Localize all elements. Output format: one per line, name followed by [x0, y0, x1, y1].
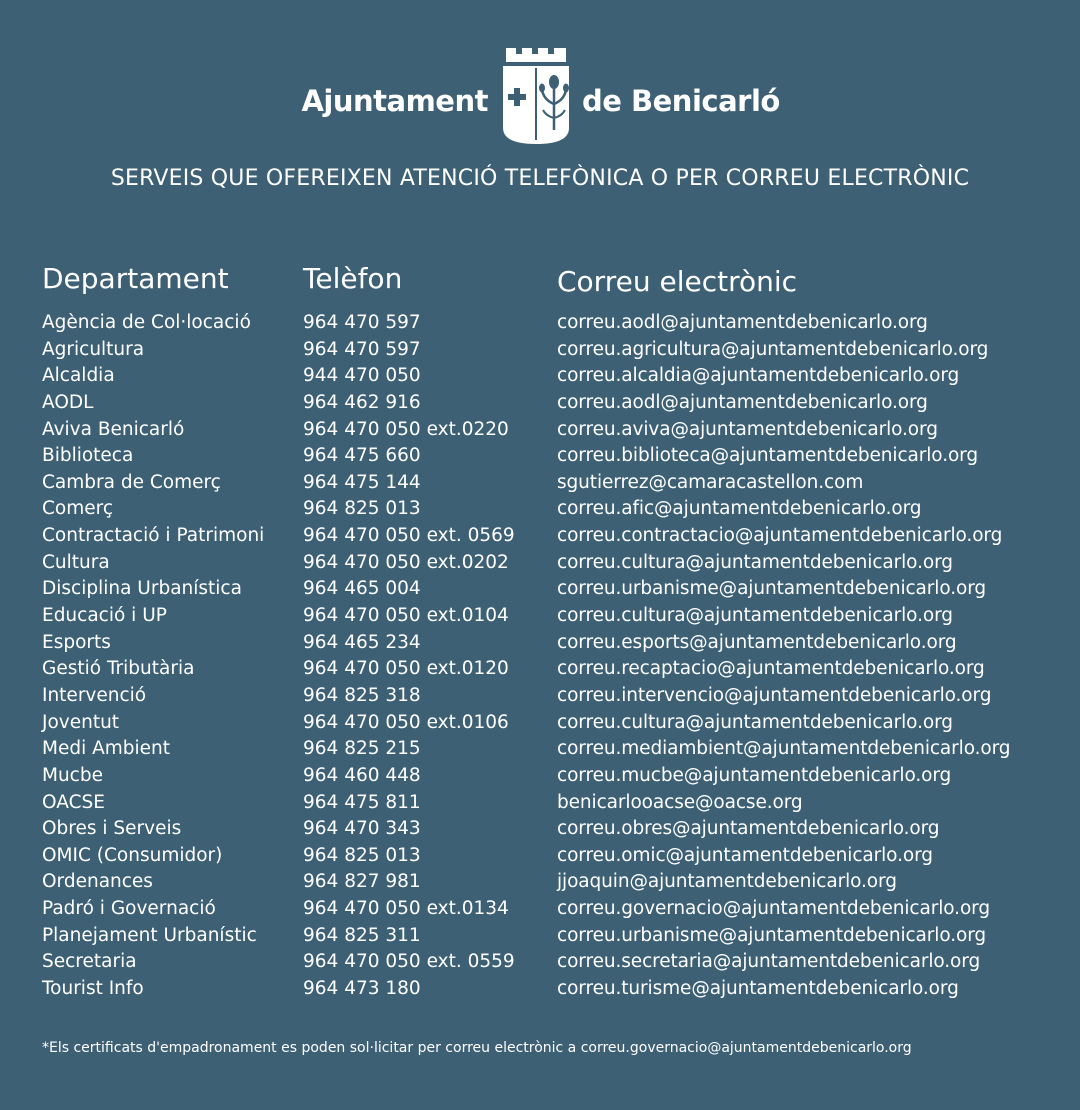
- email-address[interactable]: sgutierrez@camaracastellon.com: [557, 471, 864, 493]
- phone-number: 964 470 343: [303, 818, 421, 840]
- phone-number: 964 470 050 ext.0106: [303, 711, 509, 733]
- department-name: Tourist Info: [42, 978, 144, 1000]
- table-row: [0, 923, 1080, 950]
- email-address[interactable]: correu.recaptacio@ajuntamentdebenicarlo.org: [557, 658, 985, 680]
- department-name: Mucbe: [42, 764, 103, 786]
- table-row: [0, 603, 1080, 630]
- table-row: [0, 337, 1080, 364]
- email-address[interactable]: correu.cultura@ajuntamentdebenicarlo.org: [557, 551, 953, 573]
- department-name: Joventut: [42, 711, 120, 733]
- table-row: [0, 976, 1080, 1003]
- department-name: Obres i Serveis: [42, 818, 182, 840]
- phone-number: 964 825 318: [303, 684, 421, 706]
- page-subtitle: SERVEIS QUE OFEREIXEN ATENCIÓ TELEFÒNICA O PER CORREU ELECTRÒNIC: [110, 166, 970, 191]
- footnote: *Els certificats d'empadronament es poden sol·licitar per correu electrònic a correu.governacio@ajuntamentdebenicarlo.org: [42, 1040, 912, 1056]
- phone-number: 964 470 050 ext. 0559: [303, 951, 515, 973]
- email-address[interactable]: correu.aodl@ajuntamentdebenicarlo.org: [557, 391, 928, 413]
- brand-name-right: de Benicarló: [582, 84, 780, 118]
- email-address[interactable]: correu.esports@ajuntamentdebenicarlo.org: [557, 631, 957, 653]
- table-row: [0, 896, 1080, 923]
- email-address[interactable]: correu.turisme@ajuntamentdebenicarlo.org: [557, 978, 959, 1000]
- department-name: Secretaria: [42, 951, 137, 973]
- table-row: [0, 763, 1080, 790]
- email-address[interactable]: correu.agricultura@ajuntamentdebenicarlo.org: [557, 338, 989, 360]
- email-address[interactable]: correu.afic@ajuntamentdebenicarlo.org: [557, 498, 922, 520]
- column-header-department: Departament: [42, 262, 229, 295]
- phone-number: 964 470 597: [303, 338, 421, 360]
- phone-number: 964 470 050 ext.0104: [303, 605, 509, 627]
- email-address[interactable]: correu.aviva@ajuntamentdebenicarlo.org: [557, 418, 938, 440]
- department-name: Ordenances: [42, 871, 153, 893]
- phone-number: 964 470 050 ext.0120: [303, 658, 509, 680]
- department-name: Agricultura: [42, 338, 145, 360]
- email-address[interactable]: correu.contractacio@ajuntamentdebenicarlo.org: [557, 525, 1003, 547]
- crest-icon: [500, 44, 572, 148]
- department-name: Aviva Benicarló: [42, 418, 185, 440]
- department-name: AODL: [42, 391, 94, 413]
- email-address[interactable]: correu.obres@ajuntamentdebenicarlo.org: [557, 818, 940, 840]
- phone-number: 964 470 050 ext. 0569: [303, 525, 515, 547]
- department-name: Alcaldia: [42, 365, 115, 387]
- department-name: Agència de Col·locació: [42, 312, 251, 333]
- table-row: [0, 843, 1080, 870]
- column-header-phone: Telèfon: [303, 262, 403, 295]
- department-name: Medi Ambient: [42, 738, 171, 760]
- table-row: [0, 710, 1080, 737]
- email-address[interactable]: correu.secretaria@ajuntamentdebenicarlo.org: [557, 951, 981, 973]
- table-row: [0, 576, 1080, 603]
- email-address[interactable]: correu.cultura@ajuntamentdebenicarlo.org: [557, 711, 953, 733]
- table-row: [0, 443, 1080, 470]
- phone-number: 964 825 013: [303, 844, 421, 866]
- brand-name-left: Ajuntament: [301, 84, 488, 118]
- table-row: [0, 496, 1080, 523]
- table-row: [0, 310, 1080, 337]
- department-name: Gestió Tributària: [42, 658, 195, 680]
- table-row: [0, 363, 1080, 390]
- table-row: [0, 630, 1080, 657]
- phone-number: 964 825 215: [303, 738, 421, 760]
- phone-number: 964 475 144: [303, 471, 421, 493]
- department-name: OACSE: [42, 791, 105, 813]
- phone-number: 964 473 180: [303, 978, 421, 1000]
- department-name: Educació i UP: [42, 605, 167, 627]
- phone-number: 964 470 050 ext.0220: [303, 418, 509, 440]
- phone-number: 964 475 811: [303, 791, 421, 813]
- table-row: [0, 683, 1080, 710]
- phone-number: 944 470 050: [303, 365, 421, 387]
- phone-number: 964 825 013: [303, 498, 421, 520]
- department-name: Contractació i Patrimoni: [42, 525, 265, 547]
- email-address[interactable]: correu.aodl@ajuntamentdebenicarlo.org: [557, 312, 928, 333]
- email-address[interactable]: correu.urbanisme@ajuntamentdebenicarlo.org: [557, 924, 987, 946]
- department-name: Padró i Governació: [42, 898, 216, 920]
- email-address[interactable]: correu.omic@ajuntamentdebenicarlo.org: [557, 844, 933, 866]
- email-address[interactable]: jjoaquin@ajuntamentdebenicarlo.org: [557, 871, 897, 893]
- department-name: Intervenció: [42, 684, 147, 706]
- table-row: [0, 470, 1080, 497]
- department-name: Comerç: [42, 498, 114, 520]
- phone-number: 964 470 597: [303, 312, 421, 333]
- phone-number: 964 462 916: [303, 391, 421, 413]
- department-name: Biblioteca: [42, 445, 134, 467]
- phone-number: 964 475 660: [303, 445, 421, 467]
- department-name: Esports: [42, 631, 111, 653]
- table-row: [0, 550, 1080, 577]
- table-row: [0, 523, 1080, 550]
- phone-number: 964 470 050 ext.0202: [303, 551, 509, 573]
- table-row: [0, 816, 1080, 843]
- email-address[interactable]: correu.biblioteca@ajuntamentdebenicarlo.org: [557, 445, 979, 467]
- phone-number: 964 465 004: [303, 578, 421, 600]
- email-address[interactable]: correu.intervencio@ajuntamentdebenicarlo.org: [557, 684, 992, 706]
- department-name: Cambra de Comerç: [42, 471, 221, 493]
- table-row: [0, 736, 1080, 763]
- phone-number: 964 470 050 ext.0134: [303, 898, 509, 920]
- department-name: Cultura: [42, 551, 110, 573]
- header: [0, 44, 1080, 148]
- phone-number: 964 460 448: [303, 764, 421, 786]
- email-address[interactable]: benicarlooacse@oacse.org: [557, 791, 803, 813]
- department-name: OMIC (Consumidor): [42, 844, 223, 866]
- services-table: [0, 310, 1080, 1003]
- table-row: [0, 417, 1080, 444]
- table-row: [0, 949, 1080, 976]
- table-row: [0, 790, 1080, 817]
- column-header-email: Correu electrònic: [557, 265, 798, 298]
- email-address[interactable]: correu.mucbe@ajuntamentdebenicarlo.org: [557, 764, 952, 786]
- table-row: [0, 869, 1080, 896]
- email-address[interactable]: correu.urbanisme@ajuntamentdebenicarlo.org: [557, 578, 987, 600]
- department-name: Planejament Urbanístic: [42, 924, 257, 946]
- phone-number: 964 825 311: [303, 924, 421, 946]
- email-address[interactable]: correu.governacio@ajuntamentdebenicarlo.org: [557, 898, 991, 920]
- table-row: [0, 390, 1080, 417]
- email-address[interactable]: correu.alcaldia@ajuntamentdebenicarlo.org: [557, 365, 960, 387]
- phone-number: 964 827 981: [303, 871, 421, 893]
- phone-number: 964 465 234: [303, 631, 421, 653]
- email-address[interactable]: correu.mediambient@ajuntamentdebenicarlo.org: [557, 738, 1011, 760]
- email-address[interactable]: correu.cultura@ajuntamentdebenicarlo.org: [557, 605, 953, 627]
- table-row: [0, 656, 1080, 683]
- department-name: Disciplina Urbanística: [42, 578, 242, 600]
